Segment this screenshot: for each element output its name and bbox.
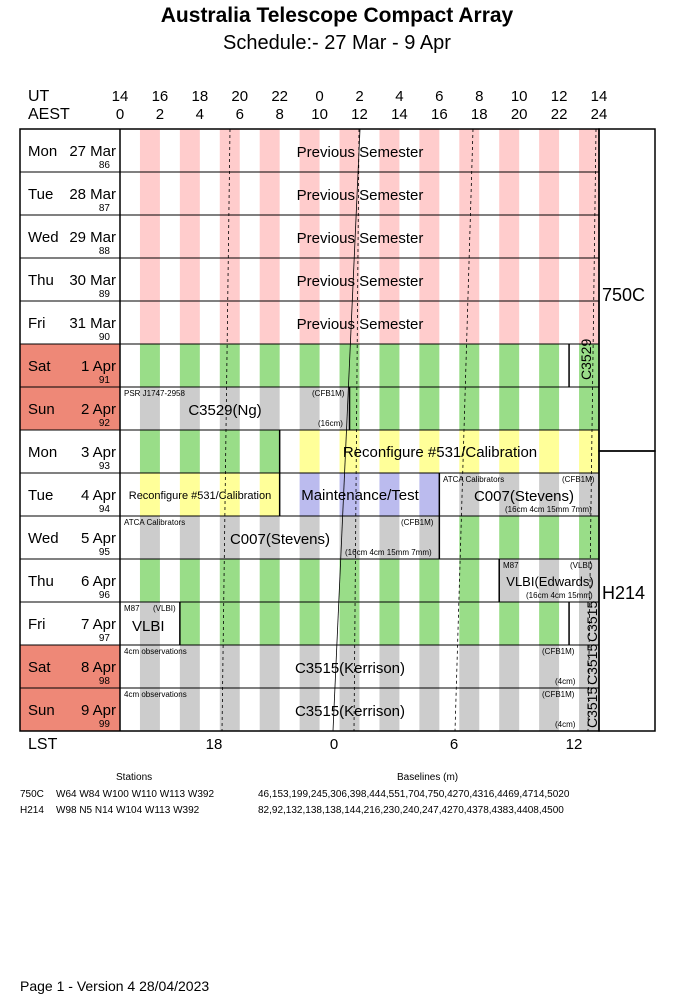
day-name: Sun (28, 702, 55, 719)
stripe-green (300, 344, 320, 387)
stripe-green (140, 344, 160, 387)
ut-tick-label: 2 (355, 88, 364, 105)
stripe-previous (499, 172, 519, 215)
block-c3515-vertical: C3515 (584, 600, 600, 642)
day-number: 88 (98, 246, 110, 257)
stripe-previous (180, 215, 200, 258)
day-number: 92 (98, 418, 110, 429)
stripe-previous (539, 215, 559, 258)
stripe-green (419, 602, 439, 645)
aest-tick-label: 4 (195, 106, 204, 123)
block-cfb1m-tag: (CFB1M) (401, 518, 434, 527)
stripe-gray (499, 688, 519, 731)
lst-axis-label: LST (28, 736, 58, 753)
lst-tick-label: 18 (205, 736, 223, 753)
day-number: 90 (98, 332, 110, 343)
aest-tick-label: 8 (275, 106, 284, 123)
stripe-green (379, 602, 399, 645)
day-name: Tue (28, 487, 54, 504)
day-number: 99 (98, 719, 110, 730)
stripe-yellow (579, 430, 599, 473)
stripe-green (180, 344, 200, 387)
config-label-750c: 750C (602, 285, 646, 305)
day-number: 91 (98, 375, 110, 386)
day-number: 95 (98, 547, 110, 558)
ut-tick-label: 10 (510, 88, 528, 105)
stripe-green (260, 559, 280, 602)
stripe-green (220, 559, 240, 602)
block-cfb1m-tag: (CFB1M) (542, 690, 575, 699)
stripe-green (180, 602, 200, 645)
stripe-previous (220, 172, 240, 215)
day-date: 5 Apr (80, 530, 116, 547)
stations-heading: Stations (116, 772, 153, 783)
block-band-tag: (16cm 4cm 15mm 7mm) (505, 505, 592, 514)
block-c3515-vertical: C3515 (584, 686, 600, 728)
block-atca-calibrators: ATCA Calibrators (443, 475, 505, 484)
stripe-gray (459, 645, 479, 688)
stripe-gray (499, 645, 519, 688)
stripe-green (220, 344, 240, 387)
stripe-green (499, 344, 519, 387)
block-previous-semester: Previous Semester (296, 316, 424, 333)
page-footer: Page 1 - Version 4 28/04/2023 (20, 978, 210, 994)
block-band-tag: (4cm) (555, 720, 576, 729)
stripe-green (539, 602, 559, 645)
stripe-green (379, 344, 399, 387)
stripe-previous (579, 258, 599, 301)
block-band-tag: (16cm) (318, 419, 343, 428)
page-subtitle: Schedule:- 27 Mar - 9 Apr (223, 32, 451, 54)
day-number: 97 (98, 633, 110, 644)
station-config: 750C (20, 789, 44, 800)
day-date: 3 Apr (80, 444, 116, 461)
aest-tick-label: 16 (430, 106, 448, 123)
stripe-green (459, 559, 479, 602)
day-name: Sat (28, 659, 51, 676)
day-name: Tue (28, 186, 54, 203)
stripe-previous (220, 258, 240, 301)
stripe-previous (180, 129, 200, 172)
aest-tick-label: 20 (510, 106, 528, 123)
stripe-previous (140, 172, 160, 215)
block-previous-semester: Previous Semester (296, 144, 424, 161)
block-atca-calibrators: ATCA Calibrators (124, 518, 186, 527)
day-date: 27 Mar (69, 143, 116, 160)
day-name: Fri (28, 616, 46, 633)
aest-tick-label: 10 (311, 106, 328, 123)
stripe-previous (499, 258, 519, 301)
stripe-previous (539, 301, 559, 344)
day-name: Thu (28, 272, 54, 289)
day-date: 2 Apr (80, 401, 116, 418)
day-date: 7 Apr (80, 616, 116, 633)
stripe-green (419, 559, 439, 602)
day-number: 94 (98, 504, 110, 515)
day-name: Sat (28, 358, 51, 375)
aest-tick-label: 14 (391, 106, 408, 123)
block-band-tag: (16cm 4cm 15mm) (526, 591, 593, 600)
block-previous-semester: Previous Semester (296, 273, 424, 290)
block-maintenance: Maintenance/Test (301, 487, 419, 504)
stripe-green (539, 387, 559, 430)
aest-tick-label: 6 (235, 106, 244, 123)
day-date: 31 Mar (69, 315, 116, 332)
stripe-previous (539, 258, 559, 301)
day-name: Thu (28, 573, 54, 590)
stripe-previous (180, 172, 200, 215)
day-date: 1 Apr (80, 358, 116, 375)
ut-tick-label: 12 (550, 88, 568, 105)
station-list: W64 W84 W100 W110 W113 W392 (56, 789, 215, 800)
day-name: Fri (28, 315, 46, 332)
baselines-heading: Baselines (m) (397, 772, 459, 783)
stripe-yellow (300, 430, 320, 473)
aest-tick-label: 0 (115, 106, 125, 123)
day-name: Sun (28, 401, 55, 418)
block-vlbi: VLBI (132, 618, 165, 635)
block-vlbi-tag: (VLBI) (153, 604, 176, 613)
baseline-list: 82,92,132,138,138,144,216,230,240,247,4270,4378,4383,4408,4500 (258, 805, 564, 816)
block-4cm-observations: 4cm observations (124, 647, 187, 656)
stripe-green (180, 430, 200, 473)
block-4cm-observations: 4cm observations (124, 690, 187, 699)
stripe-green (300, 602, 320, 645)
block-reconfigure: Reconfigure #531/Calibration (128, 490, 272, 502)
day-date: 8 Apr (80, 659, 116, 676)
stripe-previous (539, 129, 559, 172)
aest-axis-label: AEST (28, 106, 70, 123)
aest-tick-label: 12 (351, 106, 368, 123)
stripe-green (499, 602, 519, 645)
aest-tick-label: 22 (550, 106, 568, 123)
stripe-green (459, 516, 479, 559)
ut-tick-label: 14 (590, 88, 608, 105)
stripe-previous (140, 215, 160, 258)
stripe-green (459, 602, 479, 645)
stripe-green (579, 387, 599, 430)
stripe-green (379, 387, 399, 430)
block-m87-label: M87 (503, 561, 519, 570)
block-cfb1m-tag: (CFB1M) (542, 647, 575, 656)
day-date: 9 Apr (80, 702, 116, 719)
stripe-green (260, 602, 280, 645)
block-cfb1m-tag: (CFB1M) (562, 475, 595, 484)
block-c3529-vertical: C3529 (578, 338, 594, 380)
stripe-previous (499, 301, 519, 344)
stripe-previous (499, 129, 519, 172)
config-label-h214: H214 (602, 583, 646, 603)
ut-tick-label: 16 (151, 88, 169, 105)
stripe-previous (220, 215, 240, 258)
block-reconfigure: Reconfigure #531/Calibration (342, 444, 538, 461)
ut-tick-label: 22 (271, 88, 288, 105)
ut-axis-label: UT (28, 88, 50, 105)
stripe-green (140, 559, 160, 602)
block-c007: C007(Stevens) (229, 531, 331, 548)
ut-tick-label: 18 (191, 88, 209, 105)
block-previous-semester: Previous Semester (296, 230, 424, 247)
day-date: 4 Apr (80, 487, 116, 504)
ut-tick-label: 8 (475, 88, 484, 105)
station-config: H214 (20, 805, 44, 816)
lst-tick-label: 0 (329, 736, 339, 753)
stripe-green (220, 430, 240, 473)
block-c3515-kerrison: C3515(Kerrison) (294, 660, 406, 677)
block-vlbi-edwards: VLBI(Edwards) (506, 574, 594, 589)
aest-tick-label: 2 (155, 106, 165, 123)
page-title: Australia Telescope Compact Array (160, 4, 514, 27)
day-number: 93 (98, 461, 110, 472)
stripe-green (340, 559, 360, 602)
block-band-tag: (16cm 4cm 15mm 7mm) (345, 548, 432, 557)
day-date: 6 Apr (80, 573, 116, 590)
stripe-previous (499, 215, 519, 258)
stripe-green (300, 559, 320, 602)
day-number: 96 (98, 590, 110, 601)
stripe-previous (220, 301, 240, 344)
stripe-green (579, 516, 599, 559)
stripe-previous (140, 301, 160, 344)
stripe-green (459, 344, 479, 387)
ut-tick-label: 0 (315, 88, 324, 105)
lst-tick-label: 6 (449, 736, 459, 753)
day-date: 28 Mar (69, 186, 116, 203)
lst-tick-label: 12 (565, 736, 583, 753)
ut-tick-label: 6 (435, 88, 444, 105)
block-vlbi-tag: (VLBI) (570, 561, 593, 570)
block-m87-label: M87 (124, 604, 140, 613)
stripe-green (140, 430, 160, 473)
stripe-green (499, 387, 519, 430)
stripe-green (260, 430, 280, 473)
block-c3515-kerrison: C3515(Kerrison) (294, 703, 406, 720)
stripe-green (379, 559, 399, 602)
stripe-gray (459, 688, 479, 731)
baseline-list: 46,153,199,245,306,398,444,551,704,750,4270,4316,4469,4714,5020 (258, 789, 570, 800)
stripe-green (419, 387, 439, 430)
aest-tick-label: 18 (470, 106, 488, 123)
stripe-green (459, 387, 479, 430)
block-cfb1m-tag: (CFB1M) (312, 389, 345, 398)
day-name: Wed (28, 229, 59, 246)
day-date: 29 Mar (69, 229, 116, 246)
ut-tick-label: 20 (231, 88, 249, 105)
stripe-green (180, 559, 200, 602)
stripe-previous (180, 301, 200, 344)
stripe-previous (140, 258, 160, 301)
stripe-previous (579, 301, 599, 344)
day-name: Mon (28, 444, 58, 461)
block-band-tag: (4cm) (555, 677, 576, 686)
day-name: Wed (28, 530, 59, 547)
stripe-previous (539, 172, 559, 215)
day-number: 87 (98, 203, 110, 214)
day-date: 30 Mar (69, 272, 116, 289)
day-number: 89 (98, 289, 110, 300)
stripe-green (419, 344, 439, 387)
stripe-green (499, 516, 519, 559)
stripe-previous (579, 172, 599, 215)
stripe-green (220, 602, 240, 645)
block-previous-semester: Previous Semester (296, 187, 424, 204)
ut-tick-label: 4 (395, 88, 404, 105)
stripe-previous (180, 258, 200, 301)
stripe-green (350, 387, 360, 430)
block-c3515-vertical: C3515 (584, 643, 600, 685)
station-list: W98 N5 N14 W104 W113 W392 (56, 805, 200, 816)
day-number: 98 (98, 676, 110, 687)
ut-tick-label: 14 (111, 88, 129, 105)
day-number: 86 (98, 160, 110, 171)
block-psr-label: PSR J1747-2958 (124, 389, 185, 398)
stripe-green (260, 344, 280, 387)
stripe-green (539, 344, 559, 387)
stripe-green (340, 602, 360, 645)
stripe-previous (579, 215, 599, 258)
stripe-green (539, 516, 559, 559)
block-c3529ng: C3529(Ng) (188, 402, 262, 419)
aest-tick-label: 24 (590, 106, 608, 123)
stripe-previous (140, 129, 160, 172)
day-name: Mon (28, 143, 58, 160)
block-c007: C007(Stevens) (473, 488, 575, 505)
